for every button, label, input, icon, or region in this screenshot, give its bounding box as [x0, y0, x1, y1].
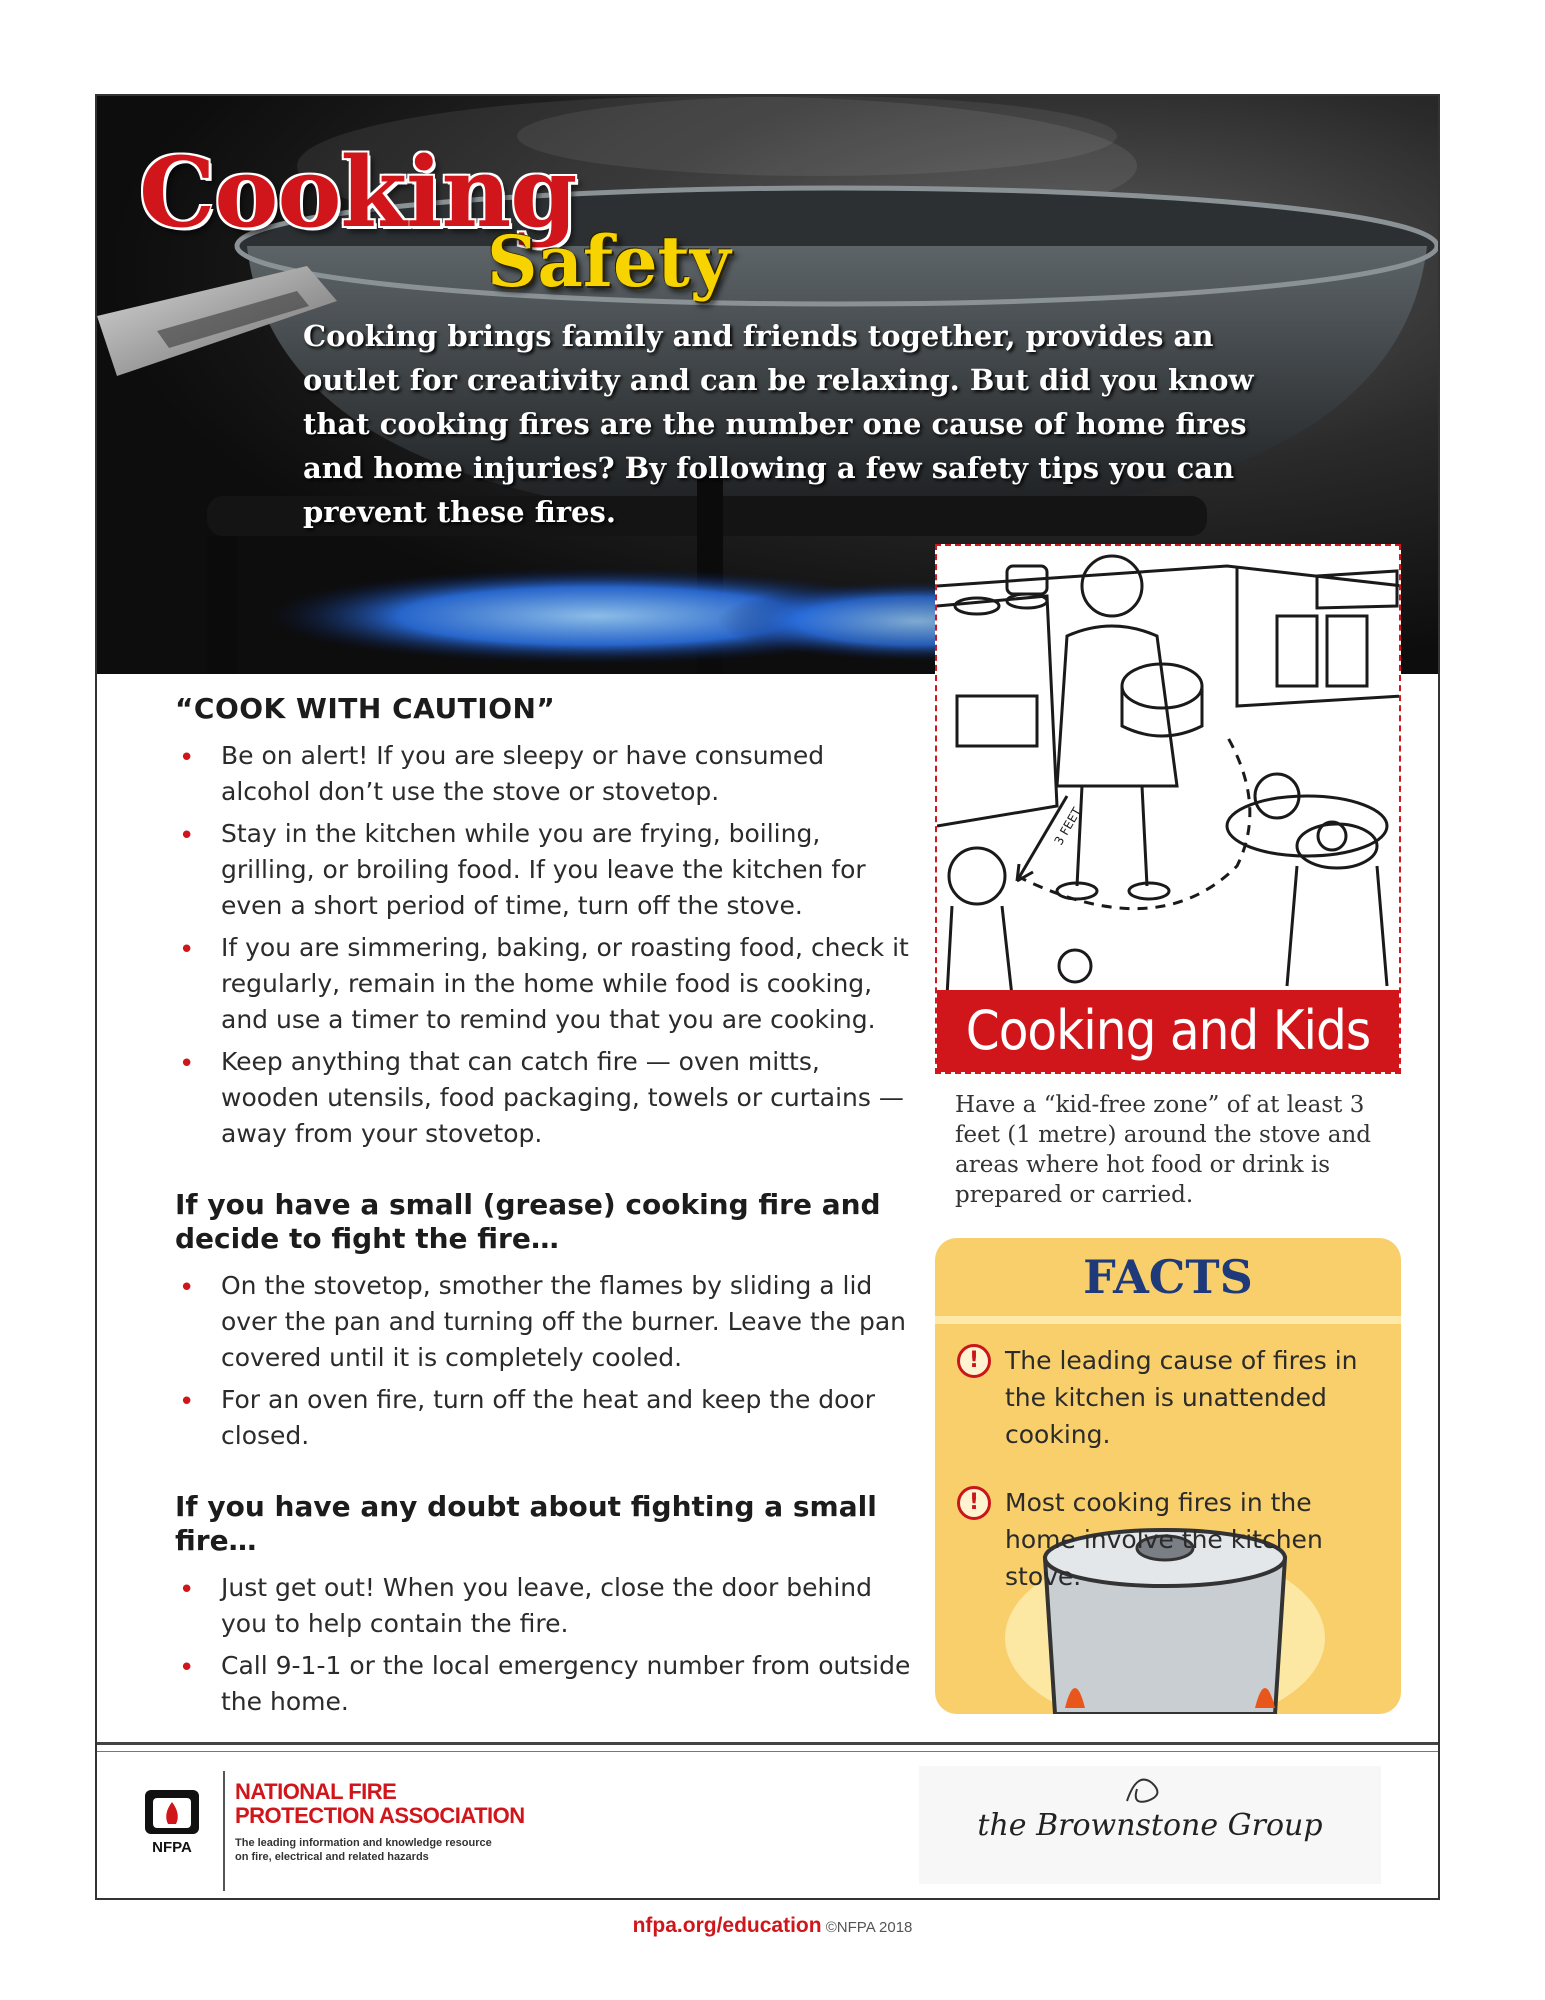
- intro-paragraph: Cooking brings family and friends together, provides an outlet for creativity and can be relaxing. But did you know that cooking fires are the number one cause of home fires and home injuries? By following a few safety tips you can prevent these fires.: [303, 319, 1254, 529]
- bullet-icon: •: [179, 1049, 195, 1079]
- fact-item: [957, 1342, 1377, 1453]
- list-item: [175, 1570, 915, 1642]
- list-item: [175, 816, 915, 924]
- three-feet-label: 3 FEET: [1051, 805, 1085, 848]
- cooking-and-kids-panel: [935, 544, 1401, 1074]
- list-item-text: Call 9-1-1 or the local emergency number from outside the home.: [221, 1651, 911, 1716]
- nfpa-tagline: [235, 1836, 575, 1864]
- nfpa-org-name: [235, 1780, 595, 1828]
- sponsor-swash-icon: [1117, 1771, 1177, 1811]
- nfpa-logo-text: NFPA: [152, 1839, 192, 1856]
- sponsor-name: the Brownstone Group: [977, 1808, 1323, 1843]
- bullet-icon: •: [179, 935, 195, 965]
- bullet-icon: •: [179, 821, 195, 851]
- exclamation-circle-icon: !: [957, 1486, 991, 1520]
- grease-fire-list: [175, 1268, 915, 1454]
- caution-list: [175, 738, 915, 1152]
- nfpa-education-link[interactable]: nfpa.org/education: [632, 1914, 822, 1937]
- list-item: [175, 1648, 915, 1720]
- footer-rule: [97, 1742, 1438, 1745]
- list-item-text: On the stovetop, smother the flames by sliding a lid over the pan and turning off the burner. Leave the pan covered until it is completely cooled.: [221, 1271, 906, 1372]
- bullet-icon: •: [179, 1387, 195, 1417]
- nfpa-logo: [141, 1788, 203, 1858]
- list-item: [175, 1382, 915, 1454]
- footer-link-line: [0, 1914, 1545, 1938]
- tagline-line: The leading information and knowledge resource: [235, 1837, 492, 1849]
- footer-rule-thin: [97, 1751, 1438, 1752]
- pot-on-fire-illustration: [935, 1238, 1401, 1714]
- section-heading-small-grease-fire: If you have a small (grease) cooking fire and decide to fight the fire…: [175, 1188, 881, 1255]
- section-heading-cook-with-caution: “COOK WITH CAUTION”: [175, 692, 556, 725]
- copyright-text: ©NFPA 2018: [825, 1919, 913, 1936]
- kid-free-zone-text: Have a “kid-free zone” of at least 3 feet (1 metre) around the stove and areas where hot food or drink is prepared or carried.: [955, 1092, 1372, 1208]
- kitchen-illustration: [937, 546, 1401, 996]
- tips-column: [175, 692, 915, 1726]
- list-item: [175, 1268, 915, 1376]
- section-heading-any-doubt: If you have any doubt about fighting a small fire…: [175, 1490, 877, 1557]
- bullet-icon: •: [179, 1653, 195, 1683]
- bullet-icon: •: [179, 1575, 195, 1605]
- title-safety: Safety: [487, 220, 731, 303]
- tagline-line: on fire, electrical and related hazards: [235, 1851, 429, 1863]
- doubt-list: [175, 1570, 915, 1720]
- facts-divider: [935, 1316, 1401, 1324]
- list-item: [175, 930, 915, 1038]
- facts-box: [935, 1238, 1401, 1714]
- footer-divider: [223, 1771, 225, 1891]
- list-item-text: Stay in the kitchen while you are frying, boiling, grilling, or broiling food. If you leave the kitchen for even a short period of time, turn off the stove.: [221, 819, 866, 920]
- list-item-text: Keep anything that can catch fire — oven mitts, wooden utensils, food packaging, towels or curtains — away from your stovetop.: [221, 1047, 904, 1148]
- list-item-text: If you are simmering, baking, or roasting food, check it regularly, remain in the home while food is cooking, and use a timer to remind you that you are cooking.: [221, 933, 909, 1034]
- list-item-text: For an oven fire, turn off the heat and keep the door closed.: [221, 1385, 876, 1450]
- title-cooking: Cooking: [139, 136, 577, 249]
- list-item: [175, 738, 915, 810]
- list-item: [175, 1044, 915, 1152]
- list-item-text: Just get out! When you leave, close the door behind you to help contain the fire.: [221, 1573, 872, 1638]
- org-name-line: PROTECTION ASSOCIATION: [235, 1803, 525, 1828]
- list-item-text: Be on alert! If you are sleepy or have consumed alcohol don’t use the stove or stovetop.: [221, 741, 825, 806]
- facts-title: FACTS: [1083, 1250, 1253, 1304]
- cooking-and-kids-banner: Cooking and Kids: [937, 990, 1399, 1072]
- flyer-frame: [95, 94, 1440, 1900]
- bullet-icon: •: [179, 1273, 195, 1303]
- exclamation-circle-icon: !: [957, 1344, 991, 1378]
- fact-text: The leading cause of fires in the kitchen is unattended cooking.: [1005, 1346, 1358, 1449]
- fact-text: Most cooking fires in the home involve the kitchen stove.: [1005, 1488, 1323, 1591]
- fact-item: [957, 1484, 1377, 1595]
- org-name-line: NATIONAL FIRE: [235, 1779, 397, 1804]
- bullet-icon: •: [179, 743, 195, 773]
